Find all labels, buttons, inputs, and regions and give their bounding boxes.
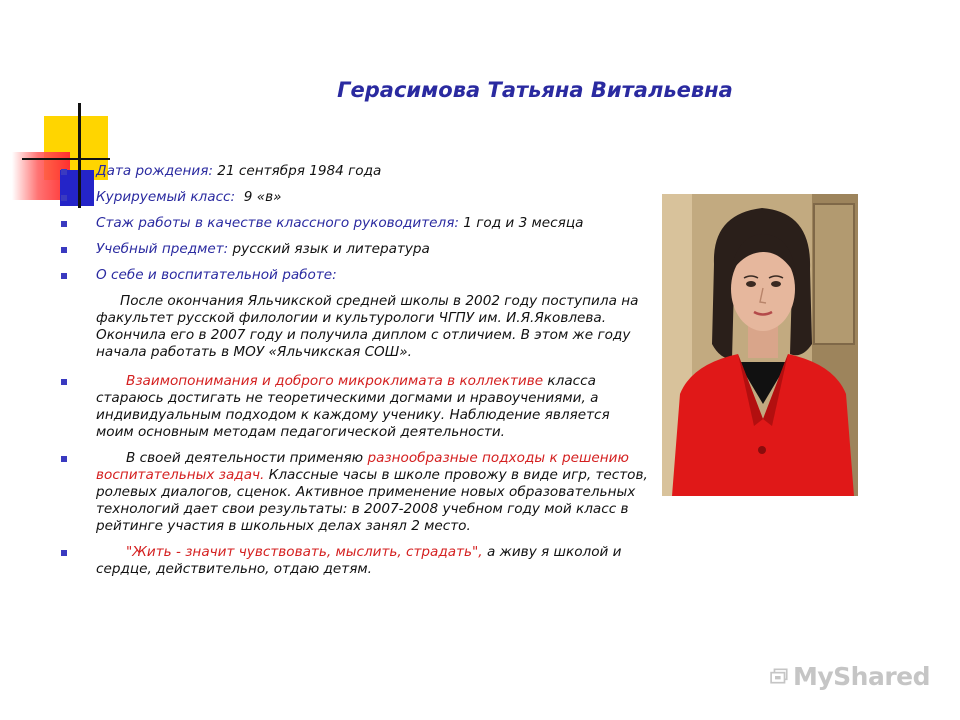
- list-item: [58, 373, 650, 441]
- horizontal-line: [22, 158, 110, 160]
- item-text: а живу я школой и сердце, действительно, отдаю детям.: [96, 544, 622, 577]
- bullet-icon: [61, 221, 67, 227]
- bio-list: [58, 163, 650, 587]
- portrait-photo: [662, 194, 858, 496]
- highlight-text: разнообразные подходы к решению воспитательных задач.: [96, 450, 629, 483]
- item-value: 1 год и 3 месяца: [458, 215, 584, 231]
- item-label: Учебный предмет:: [96, 241, 229, 257]
- bullet-icon: [61, 550, 67, 556]
- bullet-icon: [61, 379, 67, 385]
- item-text: класса стараюсь достигать не теоретическими догмами и нравоучениями, а индивидуальным подходом к каждому ученику. Наблюдение является моим основным методам педагогической деятельности.: [96, 373, 610, 440]
- highlight-text: "Жить - значит чувствовать, мыслить, страдать",: [126, 544, 483, 560]
- item-value: 9 «в»: [235, 189, 282, 205]
- list-item: [58, 189, 650, 206]
- item-label: Дата рождения:: [96, 163, 213, 179]
- list-item: [58, 163, 650, 180]
- bullet-icon: [61, 169, 67, 175]
- list-item: [58, 215, 650, 232]
- about-paragraph: После окончания Яльчикской средней школы в 2002 году поступила на факультет русской филологии и культурологи ЧГПУ им. И.Я.Яковлева. Окончила его в 2007 году и получила диплом с отличием. В этом же году начала работать в МОУ «Яльчикская СОШ».: [96, 293, 639, 360]
- item-text: Классные часы в школе провожу в виде игр, тестов, ролевых диалогов, сценок. Активное применение новых образовательных технологий дает свои результаты: в 2007-2008 учебном году мой класс в рейтинге участия в школьных делах занял 2 место.: [96, 467, 648, 534]
- slide-title: Герасимова Татьяна Витальевна: [337, 78, 733, 102]
- list-item: [58, 450, 650, 535]
- bullet-icon: [61, 273, 67, 279]
- item-label: Стаж работы в качестве классного руководителя:: [96, 215, 459, 231]
- bullet-icon: [61, 456, 67, 462]
- bullet-icon: [61, 195, 67, 201]
- item-value: русский язык и литература: [228, 241, 430, 257]
- bullet-icon: [61, 247, 67, 253]
- myshared-watermark: [770, 656, 930, 696]
- highlight-text: Взаимопонимания и доброго микроклимата в коллективе: [126, 373, 544, 389]
- list-item: [58, 241, 650, 258]
- item-text: В своей деятельности применяю: [126, 450, 368, 466]
- watermark-text: MyShared: [792, 661, 930, 691]
- list-item: [58, 544, 650, 578]
- item-label: Курируемый класс:: [96, 189, 236, 205]
- item-label: О себе и воспитательной работе:: [96, 267, 337, 283]
- list-item: [58, 267, 650, 284]
- item-value: 21 сентября 1984 года: [212, 163, 382, 179]
- myshared-logo-icon: [770, 660, 789, 692]
- portrait-illustration: [662, 194, 858, 496]
